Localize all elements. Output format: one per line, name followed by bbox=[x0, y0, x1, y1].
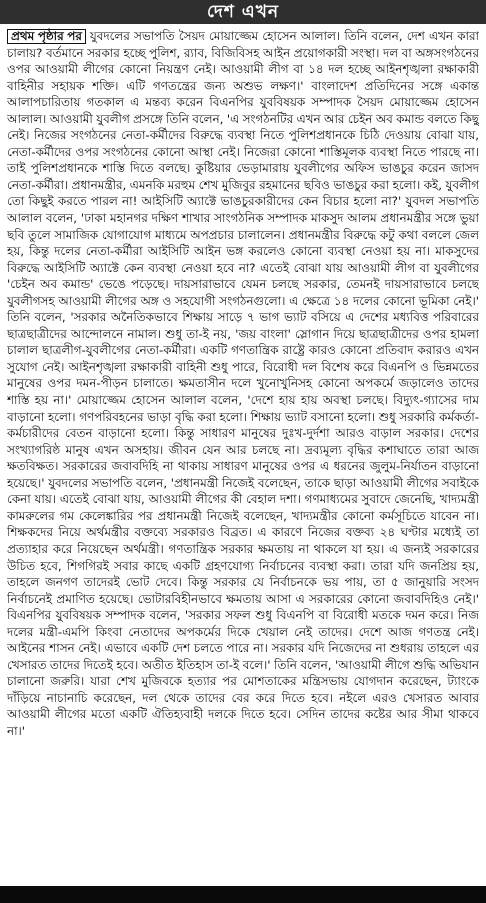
article-body-text: যুবদলের সভাপতি সৈয়দ মোয়াজ্জেম হোসেন আলাল। তিনি বলেন, দেশ এখন কারা চালায়? বর্তমানে সরকার হচ্ছে পুলিশ, র‍্যাব, বিজিবিসহ আইন প্রয়োগকারী সংস্থা। দল বা অঙ্গসংগঠনের ওপর আওয়ামী লীগের কোনো নিয়ন্ত্রণ নেই। আওয়ামী লীগ বা ১৪ দল হচ্ছে আইনশৃঙ্খলা রক্ষাকারী বাহিনীর সহায়ক শক্তি। এটি গণতন্ত্রের জন্য অশুভ লক্ষণ।' বাংলাদেশ প্রতিদিনের সঙ্গে একান্ত আলাপচারিতায় গতকাল এ মন্তব্য করেন বিএনপির যুববিষয়ক সম্পাদক সৈয়দ মোয়াজ্জেম হোসেন আলাল। আওয়ামী যুবলীগ প্রসঙ্গে তিনি বলেন, 'এ সংগঠনটির এখন আর চেইন অব কমান্ড বলতে কিছু নেই। নিজের সংগঠনের নেতা-কর্মীদের বিরুদ্ধে ব্যবস্থা নিতে পুলিশপ্রধানকে চিঠি দেওয়ায় বোঝা যায়, নেতা-কর্মীদের ওপর সংগঠনের কোনো আস্থা নেই। নিজেরা কোনো শাস্তিমূলক ব্যবস্থা নিতে পারছে না। তাই পুলিশপ্রধানকে শাস্তি দিতে বলছে। কুষ্টিয়ার ভেড়ামারায় যুবলীগের অফিস ভাঙচুর করেন জাসদ নেতা-কর্মীরা। প্রধানমন্ত্রীর, এমনকি মরহুম শেখ মুজিবুর রহমানের ছবিও ভাঙচুর করা হলো। কই, যুবলীগ তো কিছুই করতে পারল না! আইসিটি অ্যাক্টে ভাঙচুরকারীদের কেন বিচার হলো না?' যুবদল সভাপতি আলাল বলেন, 'ঢাকা মহানগর দক্ষিণ শাখার সাংগঠনিক সম্পাদক মাকসুদ আলম প্রধানমন্ত্রীর সঙ্গে ভুয়া ছবি তুলে সামাজিক যোগাযোগ মাধ্যমে অপপ্রচার চালালেন। প্রধানমন্ত্রীর বিরুদ্ধে কটু কথা বললে জেল হয়, কিন্তু দলের নেতা-কর্মীরা আইসিটি আইন ভঙ্গ করলেও কোনো ব্যবস্থা নেওয়া হয় না। মাকসুদের বিরুদ্ধে আইসিটি অ্যাক্টে কেন ব্যবস্থা নেওয়া হবে না? এতেই বোঝা যায় আওয়ামী লীগ বা যুবলীগের 'চেইন অব কমান্ড' ভেঙে পড়েছে। দায়সারাভাবে যেমন চলছে সরকার, তেমনই দায়সারাভাবে চলছে যুবলীগসহ আওয়ামী লীগের অঙ্গ ও সহযোগী সংগঠনগুলো। এ ক্ষেত্রে ১৪ দলের কোনো ভূমিকা নেই।' তিনি বলেন, 'সরকার অনৈতিকভাবে শিক্ষায় সাড়ে ৭ ভাগ ভ্যাট বসিয়ে এ দেশের মধ্যবিত্ত পরিবারের ছাত্রছাত্রীদের আন্দোলনে নামাল। শুধু তা-ই নয়, 'জয় বাংলা' স্লোগান দিয়ে ছাত্রছাত্রীদের ওপর হামলা চালাল ছাত্রলীগ-যুবলীগের নেতা-কর্মীরা। একটি গণতান্ত্রিক রাষ্ট্রে কারও কোনো প্রতিবাদ করারও এখন সুযোগ নেই। আইনশৃঙ্খলা রক্ষাকারী বাহিনী শুধু পারে, বিরোধী দল বিশেষ করে বিএনপি ও ভিন্নমতের মানুষের ওপর দমন-পীড়ন চালাতে। ক্ষমতাসীন দলে খুনোখুনিসহ কোনো অপকর্মে জড়ালেও তাদের শাস্তি হয় না।' মোয়াজ্জেম হোসেন আলাল বলেন, 'দেশে হায় হায় অবস্থা চলছে। বিদ্যুৎ-গ্যাসের দাম বাড়ানো হলো। গণপরিবহনের ভাড়া বৃদ্ধি করা হলো। শিক্ষায় ভ্যাট বসানো হলো। শুধু সরকারি কর্মকর্তা-কর্মচারীদের বেতন বাড়ানো হলো। কিন্তু সাধারণ মানুষের দুঃখ-দুর্দশা আরও বাড়াল সরকার। দেশের সংখ্যাগরিষ্ঠ মানুষ এখন অসহায়। জীবন যেন আর চলছে না। দ্রব্যমূল্য বৃদ্ধির কশাঘাতে তারা আজ ক্ষতবিক্ষত। সরকারের জবাবদিহি না থাকায় সাধারণ মানুষের ওপর এ ধরনের জুলুম-নির্যাতন বাড়ানো হয়েছে।' যুবদলের সভাপতি বলেন, 'প্রধানমন্ত্রী নিজেই বলেছেন, তাকে ছাড়া আওয়ামী লীগের সবাইকে কেনা যায়। এতেই বোঝা যায়, আওয়ামী লীগের কী বেহাল দশা। গণমাধ্যমের সুবাদে জেনেছি, খাদ্যমন্ত্রী কামরুলের গম কেলেঙ্কারির পর প্রধানমন্ত্রী নিজেই বলেছেন, খাদ্যমন্ত্রীর কোনো কর্মসূচিতে যাবেন না। শিক্ষকদের নিয়ে অর্থমন্ত্রীর বক্তব্যে সরকারও বিব্রত। এ কারণে নিজের বক্তব্য ২৪ ঘণ্টার মধ্যেই তা প্রত্যাহার করে নিয়েছেন অর্থমন্ত্রী। গণতান্ত্রিক সরকার ক্ষমতায় না থাকলে যা হয়। এ জন্যই সরকারের উচিত হবে, শিগগিরই সবার কাছে একটি গ্রহণযোগ্য নির্বাচনের ব্যবস্থা করা। তারা যদি জনপ্রিয় হয়, তাহলে জনগণ তাদেরই ভোট দেবে। কিন্তু সরকার যে নির্বাচনকে ভয় পায়, তা ৫ জানুয়ারি সংসদ নির্বাচনেই প্রমাণিত হয়েছে। ভোটারবিহীনভাবে ক্ষমতায় আসা এ সরকারের কোনো জবাবদিহিও নেই।' বিএনপির যুববিষয়ক সম্পাদক বলেন, 'সরকার সফল শুধু বিএনপি বা বিরোধী মতকে দমন করে। নিজ দলের মন্ত্রী-এমপি কিংবা নেতাদের অপকর্মের দিকে খেয়াল নেই তাদের। দেশে আজ গণতন্ত্র নেই। আইনের শাসন নেই। এভাবে একটি দেশ চলতে পারে না। সরকার যদি নিজেদের না শুধরায় তাহলে এর খেসারত তাদের দিতেই হবে। অতীত ইতিহাস তা-ই বলে।' তিনি বলেন, 'আওয়ামী লীগে শুদ্ধি অভিযান চালানো জরুরি। যারা শেখ মুজিবকে হত্যার পর মোশতাকের মন্ত্রিসভায় যোগদান করেছেন, ট্যাংকে দাঁড়িয়ে নাচানাচি করেছেন, দল থেকে তাদের বের করে দিতে হবে। নইলে এরও খেসারত আবার আওয়ামী লীগের মতো একটি ঐতিহ্যবাহী দলকে দিতে হবে। সেদিন তাদের কষ্টের আর সীমা থাকবে না।' bbox=[7, 29, 479, 738]
footer-band bbox=[0, 886, 486, 903]
continuation-label: প্রথম পৃষ্ঠার পর bbox=[7, 29, 86, 44]
section-header bbox=[0, 0, 486, 24]
section-title: দেশ এখন bbox=[206, 2, 280, 22]
article-column bbox=[7, 28, 479, 880]
article-paragraph bbox=[7, 28, 479, 740]
